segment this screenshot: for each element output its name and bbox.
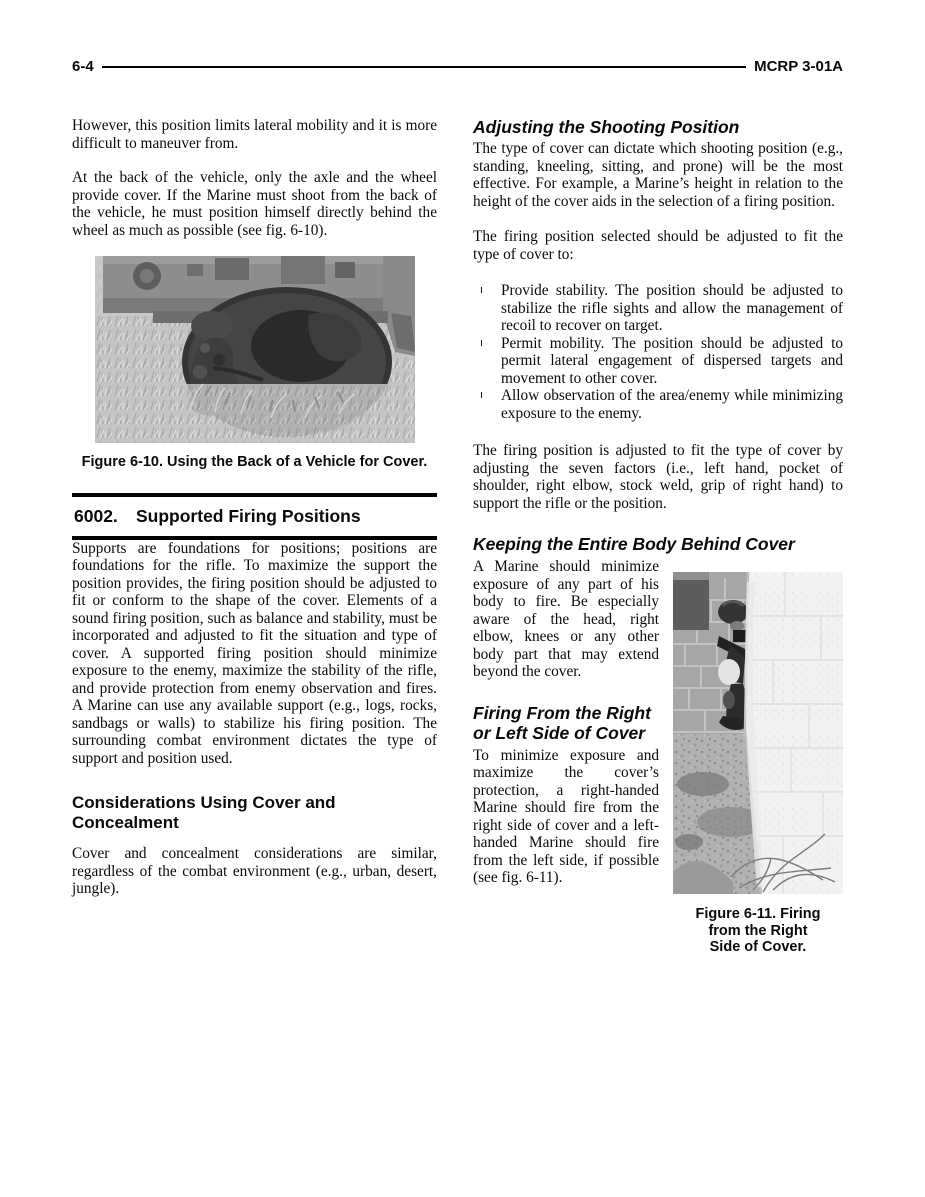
list-item-text: Permit mobility. The position should be adjusted to permit lateral engagement of dispersed targets and movement to other cover. bbox=[501, 334, 843, 387]
paragraph: The firing position is adjusted to fit the type of cover by adjusting the seven factors (i.e., left hand, pocket of shoulder, right elbow, stock weld, grip of right hand) to support the rifle or the position. bbox=[473, 442, 843, 512]
subsection-heading: Keeping the Entire Body Behind Cover bbox=[473, 534, 795, 554]
column-gutter bbox=[437, 117, 473, 956]
right-column bbox=[473, 117, 843, 956]
numbered-section-heading bbox=[72, 493, 437, 540]
paragraph: Cover and concealment considerations are similar, regardless of the combat environment (e.g., urban, desert, jungle). bbox=[72, 845, 437, 897]
page-number: 6-4 bbox=[72, 58, 94, 75]
bullet-list bbox=[473, 282, 843, 422]
paragraph: To minimize exposure and maximize the cover’s protection, a right-handed Marine should fire from the right side of cover and a left-handed Marine should fire from the left side, if possible (see fig. 6-11). bbox=[473, 746, 659, 886]
subsection-heading: Adjusting the Shooting Position bbox=[473, 117, 740, 137]
figure-6-10-photo bbox=[95, 256, 415, 443]
document-id: MCRP 3-01A bbox=[754, 58, 843, 75]
figure-6-11 bbox=[673, 572, 843, 956]
text-with-figure bbox=[473, 558, 843, 956]
list-item-text: Allow observation of the area/enemy while minimizing exposure to the enemy. bbox=[501, 387, 843, 422]
figure-6-10 bbox=[95, 256, 415, 443]
paragraph: Supports are foundations for positions; positions are foundations for the rifle. To maximize the support the position provides, the firing position should be adjusted to fit or conform to the shape of the cover. Elements of a sound firing position, such as balance and stability, must be incorporated and adjusted to fit the situation and type of cover. A supported firing position should minimize exposure to the enemy, maximize the stability of the rifle, and provide protection from enemy observation and fires. A Marine can use any available support (e.g., logs, rocks, sandbags or walls) to stabilize his firing position. The surrounding combat environment dictates the type of support and position used. bbox=[72, 539, 437, 767]
caption-line: from the Right bbox=[708, 922, 808, 939]
caption-line: Figure 6-11. Firing bbox=[695, 906, 821, 922]
header-rule bbox=[102, 66, 746, 68]
section-number: 6002. bbox=[74, 505, 118, 526]
figure-6-11-caption bbox=[673, 906, 843, 956]
paragraph: The firing position selected should be adjusted to fit the type of cover to: bbox=[473, 228, 843, 263]
caption-line: Side of Cover. bbox=[709, 939, 807, 955]
list-item bbox=[473, 335, 843, 388]
subsection-heading: Considerations Using Cover and Concealment bbox=[72, 793, 336, 832]
bullet-marker: ı bbox=[480, 389, 484, 401]
two-column-body bbox=[72, 117, 843, 956]
figure-6-10-caption: Figure 6-10. Using the Back of a Vehicle for Cover. bbox=[81, 454, 428, 470]
bullet-marker: ı bbox=[480, 336, 484, 349]
paragraph: A Marine should minimize exposure of any part of his body to fire. Be especially aware of the head, right elbow, knees or any other body part that may extend beyond the cover. bbox=[473, 558, 659, 680]
list-item bbox=[473, 387, 843, 422]
left-column bbox=[72, 117, 437, 956]
section-title: Supported Firing Positions bbox=[136, 505, 361, 526]
paragraph: The type of cover can dictate which shooting position (e.g., standing, kneeling, sitting, and prone) will be the most effective. For example, a Marine’s height in relation to the height of the cover aids in the selection of a firing position. bbox=[473, 140, 843, 210]
list-item-text: Provide stability. The position should be adjusted to stabilize the rifle sights and allow the management of recoil to recover on target. bbox=[501, 282, 843, 334]
subsection-heading: Firing From the Right or Left Side of Cover bbox=[473, 702, 651, 743]
paragraph: At the back of the vehicle, only the axle and the wheel provide cover. If the Marine must shoot from the back of the vehicle, he must position himself directly behind the wheel as much as possible (see fig. 6-10). bbox=[72, 169, 437, 239]
page-header bbox=[72, 58, 843, 75]
bullet-marker: ı bbox=[480, 284, 484, 296]
paragraph: However, this position limits lateral mobility and it is more difficult to maneuver from. bbox=[72, 117, 437, 152]
list-item bbox=[473, 282, 843, 335]
figure-6-11-photo bbox=[673, 572, 843, 894]
